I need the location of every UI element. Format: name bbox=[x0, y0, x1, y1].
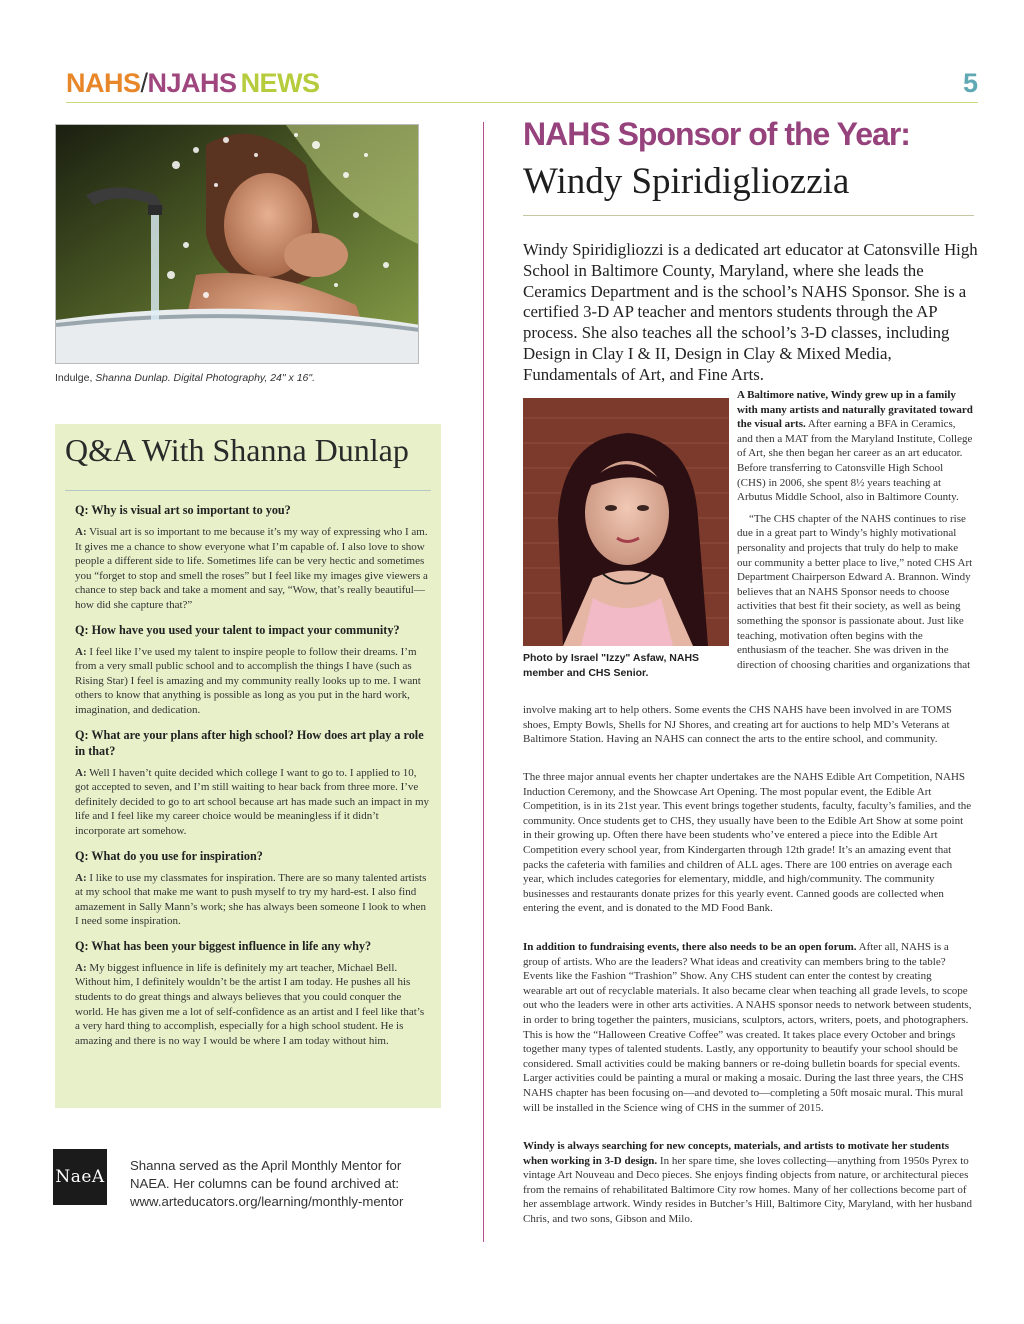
article-title-rule bbox=[523, 215, 974, 216]
article-wrap-text bbox=[737, 388, 973, 679]
qa-question: Q: Why is visual art so important to you? bbox=[75, 503, 291, 517]
column-divider bbox=[483, 122, 484, 1242]
article-paragraph: involve making art to help others. Some events the CHS NAHS have been involved in are TOMS shoes, Empty Bowls, Shells for NJ Shores, and creating art for auctions to help MD’s Veterans at Baltimore Station. Having an NAHS can connect the arts to the entire school, and community. bbox=[523, 704, 952, 746]
answer-text: I feel like I’ve used my talent to inspire people to follow their dreams. I’m from a very small public school and to accomplish the things I have (such as Rising Star) I feel is amazing and my community really looks up to me. I want others to know that anything is possible as long as you put in the hard work, imagination, and dedication. bbox=[75, 645, 421, 716]
qa-answer bbox=[75, 525, 431, 613]
sponsor-portrait-photo bbox=[523, 398, 729, 646]
qa-answer bbox=[75, 645, 431, 718]
artwork-caption bbox=[55, 372, 315, 384]
mentor-note bbox=[130, 1157, 460, 1211]
answer-text: My biggest influence in life is definitely my art teacher, Michael Bell. Without him, I definitely wouldn’t be the artist I am today. He pushes all his students to do great things and always believes that you could conquer the world. He has given me a lot of self-confidence as an artist and I feel like that’s a very hard thing to accomplish, especially for a high school student. He is amazing and there is no way I would be where I am today without him. bbox=[75, 961, 425, 1047]
article-paragraph: The three major annual events her chapter undertakes are the NAHS Edible Art Competition, NAHS Induction Ceremony, and the Showcase Art Opening. The most popular event, the Edible Art Competition, is in its 21st year. This event brings together students, faculty, faculty’s families, and the community. Once students get to CHS, they usually have been to the Edible Art Show at some point in their growing up. Often there have been students who’ve entered a piece into the Edible Art Competition every school year, from Kindergarten through 12th grade! It’s an amazing event that packs the cafeteria with families and children of ALL ages. There are 100 entries on average each year, which includes categories for elementary, middle, and high/community. The community businesses and restaurants donate prizes for this yearly event. Canned goods are collected when entering the event, and is donated to the MD Food Bank. bbox=[523, 771, 972, 915]
answer-text: I like to use my classmates for inspiration. There are so many talented artists at my school that make me want to push myself to try my hard-est. I also find amazement in Sally Mann’s work; she has always been someone I look to when I need some inspiration. bbox=[75, 871, 427, 928]
answer-label: A: bbox=[75, 871, 87, 884]
page-number: 5 bbox=[962, 68, 978, 98]
paragraph-text: In her spare time, she loves collecting—anything from 1950s Pyrex to vintage Art Nouveau and Deco pieces. She enjoys finding objects from nature, or architectural pieces from the remains of rehabilitated Baltimore City row homes. Many of her collections become part of her assemblage artwork. Windy resides in Butcher’s Hill, Baltimore City, Maryland, with her husband Chris, and two sons, Gibson and Milo. bbox=[523, 1154, 973, 1225]
answer-text: Visual art is so important to me because it’s my way of expressing who I am. It gives me a chance to show everyone what I’m capable of. I also love to show people a different side to life. Sometimes life can be very hectic and sometimes you “forget to stop and smell the roses” but I feel like my images give viewers a chance to step back and take a moment and say, “Wow, that’s really beautiful—how did she capture that?” bbox=[75, 526, 428, 611]
naea-logo: NaeA bbox=[53, 1149, 107, 1205]
answer-text: Well I haven’t quite decided which college I want to go to. I applied to 10, got accepted to seven, and I’m still waiting to hear back from three more. I’ve definitely decided to go to art school because art has made such an impact in my life and I feel like my career choice would be meaningless if it didn’t incorporate art somehow. bbox=[75, 766, 430, 837]
qa-question: Q: What has been your biggest influence in life any why? bbox=[75, 938, 372, 953]
qa-title-rule bbox=[65, 490, 431, 491]
answer-label: A: bbox=[75, 961, 87, 974]
article-paragraph bbox=[737, 388, 973, 505]
paragraph-lead: A Baltimore native, Windy grew up in a family with many artists and naturally gravitated toward the visual arts. bbox=[737, 389, 973, 431]
artwork-caption-details: Shanna Dunlap. Digital Photography, 24" x 16". bbox=[95, 372, 316, 384]
paragraph-text: After earning a BFA in Ceramics, and then a MAT from the Maryland Institute, College of Art, she then began her career as an art educator. Before transferring to Catonsville High School (CHS) in 2006, she spent 8½ years teaching at Arbutus Middle School, also in Baltimore County. bbox=[737, 418, 973, 504]
article-paragraph bbox=[523, 940, 973, 1115]
qa-body bbox=[75, 502, 431, 1057]
qa-question: Q: What are your plans after high school? How does art play a role in that? bbox=[75, 727, 424, 758]
masthead-slash: / bbox=[140, 68, 148, 98]
mentor-archive-link[interactable]: www.arteducators.org/learning/monthly-mentor bbox=[130, 1194, 404, 1209]
masthead-rule bbox=[66, 102, 978, 103]
qa-answer bbox=[75, 766, 431, 839]
qa-question: Q: How have you used your talent to impact your community? bbox=[75, 622, 400, 637]
qa-question: Q: What do you use for inspiration? bbox=[75, 848, 263, 863]
artwork-caption-title: Indulge, bbox=[55, 372, 96, 384]
article-paragraph: “The CHS chapter of the NAHS continues to rise due in a great part to Windy’s highly motivational personality and projects that truly do help to make our community a better place to live,” noted CHS Art Department Chairperson Edward A. Brannon. Windy believes that an NAHS Sponsor needs to choose activities that best fit their society, as well as being something the sponsor is passionate about. Just like teaching, motivation often begins with the enthusiasm of the teacher. She was driven in the direction of choosing charities and organizations that bbox=[737, 512, 973, 671]
article-title: NAHS Sponsor of the Year: bbox=[523, 116, 910, 152]
answer-label: A: bbox=[75, 645, 87, 658]
paragraph-lead: In addition to fundraising events, there also needs to be an open forum. bbox=[523, 941, 857, 953]
masthead-njahs: NJAHS bbox=[147, 68, 237, 98]
article-lede: Windy Spiridigliozzi is a dedicated art educator at Catonsville High School in Baltimore County, Maryland, where she leads the Ceramics Department and is the school’s NAHS Sponsor. She is a certified 3-D AP teacher and mentors students through the AP process. She also teaches all the school’s 3-D classes, including Design in Clay I & II, Design in Clay & Mixed Media, Fundamentals of Art, and Fine Arts. bbox=[523, 240, 978, 384]
qa-answer bbox=[75, 871, 431, 929]
masthead-news: NEWS bbox=[240, 68, 320, 98]
article-paragraph bbox=[523, 1139, 973, 1227]
artwork-photo bbox=[55, 124, 419, 364]
qa-answer bbox=[75, 961, 431, 1049]
qa-box bbox=[55, 424, 441, 1108]
paragraph-text: After all, NAHS is a group of artists. Who are the leaders? What ideas and creativity can members bring to the table? Events like the Fashion “Trashion” Show. Any CHS student can enter the contest by creating wearable art out of recyclable materials. It also became clear when teaching all grade levels, to scope out who the leaders were in other arts activities. A NAHS sponsor needs to network between students, in order to bring together the painters, musicians, sculptors, actors, writers, poets, and photographers. This is how the “Halloween Creative Coffee” was created. It takes place every October and brings together many types of talented students. Lastly, any opportunity to beautify your school should be considered. Small activities could be making banners or re-doing bulletin boards for special events. Larger activities could be painting a mural or making a mosaic. During the last three years, the CHS NAHS chapter has been focusing on—and devoted to—completing a 50ft mosaic mural. This mural will be installed in the Science wing of CHS in the summer of 2015. bbox=[523, 941, 972, 1114]
masthead bbox=[66, 68, 320, 99]
mentor-line: NAEA. Her columns can be found archived at: bbox=[130, 1176, 400, 1191]
mentor-line: Shanna served as the April Monthly Mentor for bbox=[130, 1158, 402, 1173]
article-subtitle: Windy Spiridigliozzia bbox=[523, 161, 850, 202]
answer-label: A: bbox=[75, 766, 87, 779]
portrait-caption: Photo by Israel "Izzy" Asfaw, NAHS member and CHS Senior. bbox=[523, 652, 700, 679]
masthead-nahs: NAHS bbox=[66, 68, 141, 98]
paragraph-lead: Windy is always searching for new concepts, materials, and artists to motivate her students when working in 3-D design. bbox=[523, 1140, 950, 1167]
answer-label: A: bbox=[75, 526, 87, 538]
qa-title: Q&A With Shanna Dunlap bbox=[65, 432, 409, 468]
